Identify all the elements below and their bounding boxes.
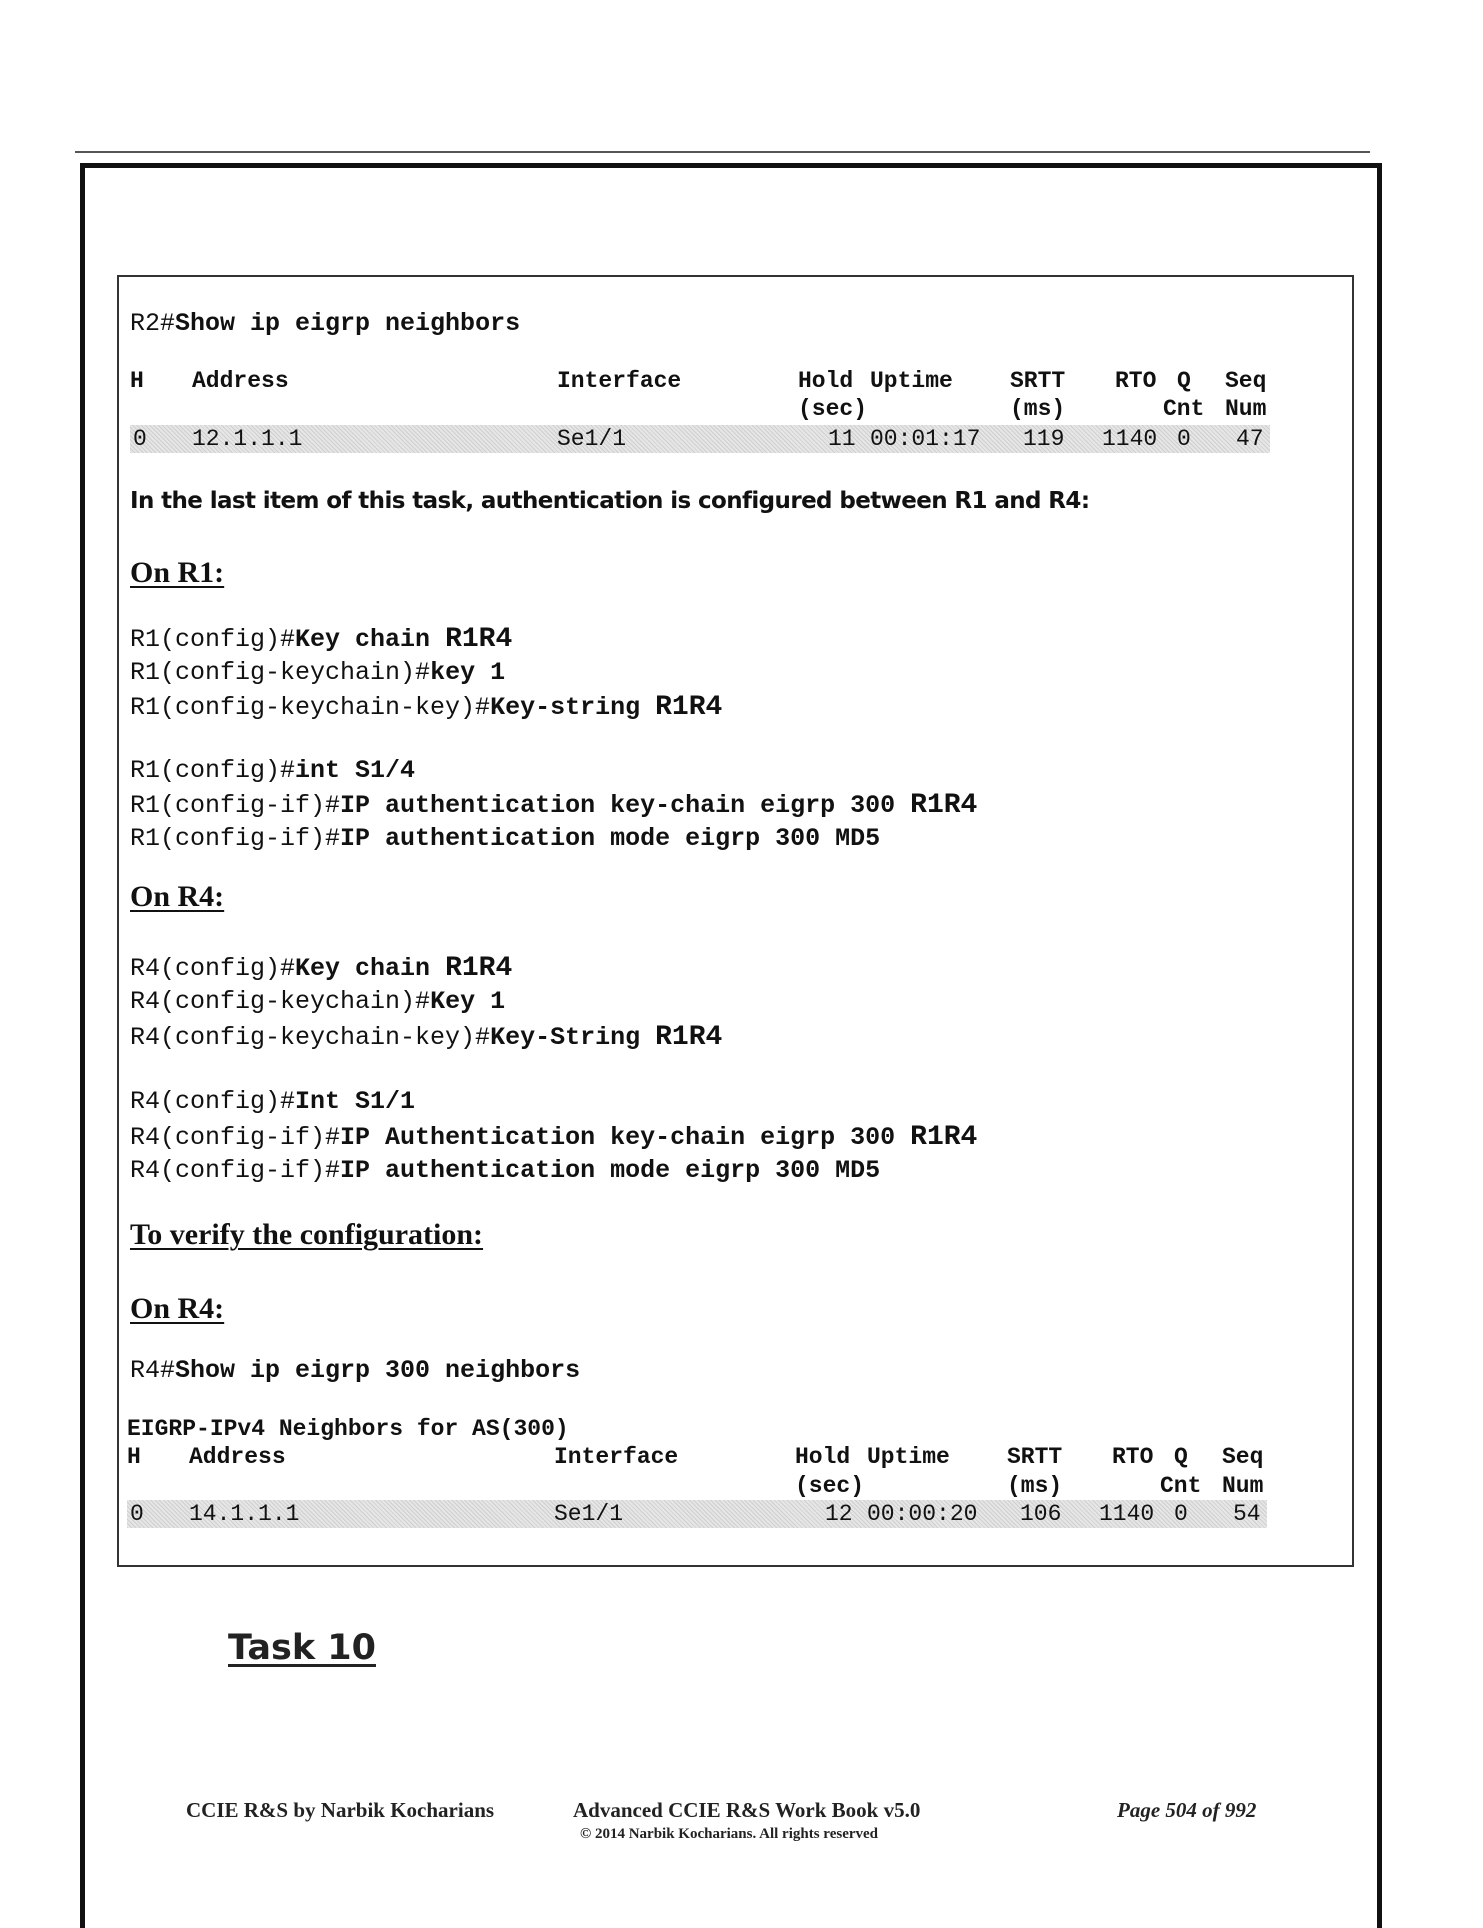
cli-command: Show ip eigrp neighbors [175, 309, 521, 338]
intro-paragraph: In the last item of this task, authentication is configured between R1 and R4: [130, 488, 1090, 514]
col-address: Address [189, 1444, 286, 1470]
cell-seq: 54 [1233, 1501, 1261, 1527]
cell-hold: 12 [825, 1501, 853, 1527]
footer-author: CCIE R&S by Narbik Kocharians [186, 1798, 495, 1822]
cli-line: R1(config)#int S1/4 [130, 756, 416, 785]
cli-line: R1(config-keychain-key)#Key-string R1R4 [130, 692, 723, 723]
col-q: Q [1177, 368, 1191, 394]
cell-rto: 1140 [1099, 1501, 1155, 1527]
cli-line: R1(config-if)#IP authentication mode eigrp 300 MD5 [130, 824, 881, 853]
col-uptime: Uptime [870, 368, 953, 394]
cell-interface: Se1/1 [557, 426, 627, 452]
heading-on-r4: On R4: [130, 880, 225, 913]
col-srtt-unit: (ms) [1010, 396, 1066, 422]
col-q: Q [1174, 1444, 1188, 1470]
cell-h: 0 [130, 1501, 144, 1527]
col-hold-unit: (sec) [795, 1473, 865, 1499]
col-seq: Seq [1222, 1444, 1264, 1470]
col-hold: Hold [798, 368, 854, 394]
top-rule [75, 151, 1370, 153]
cli-line: R1(config-if)#IP authentication key-chain eigrp 300 R1R4 [130, 790, 978, 821]
col-q-unit: Cnt [1160, 1473, 1202, 1499]
col-rto: RTO [1112, 1444, 1154, 1470]
col-srtt: SRTT [1010, 368, 1066, 394]
cli-line: R4(config-if)#IP Authentication key-chain eigrp 300 R1R4 [130, 1122, 978, 1153]
col-hold: Hold [795, 1444, 851, 1470]
heading-verify: To verify the configuration: [130, 1218, 484, 1251]
cli-line: R4(config-keychain)#Key 1 [130, 987, 506, 1016]
col-srtt: SRTT [1007, 1444, 1063, 1470]
heading-verify-on-r4: On R4: [130, 1292, 225, 1325]
col-hold-unit: (sec) [798, 396, 868, 422]
col-address: Address [192, 368, 289, 394]
neighbors-header-1 [130, 370, 1330, 400]
footer-book-title: Advanced CCIE R&S Work Book v5.0 [573, 1798, 921, 1822]
cell-seq: 47 [1236, 426, 1264, 452]
cell-address: 12.1.1.1 [192, 426, 303, 452]
col-uptime: Uptime [867, 1444, 950, 1470]
neighbors-title: EIGRP-IPv4 Neighbors for AS(300) [127, 1416, 569, 1442]
cell-srtt: 119 [1023, 426, 1065, 452]
col-interface: Interface [557, 368, 682, 394]
neighbors-header-2 [130, 398, 1330, 428]
neighbors-header-1 [127, 1446, 1327, 1476]
neighbor-row [130, 425, 1270, 453]
neighbor-row [127, 1500, 1267, 1528]
cli-line: R4(config)#Key chain R1R4 [130, 953, 513, 984]
footer-page-number: Page 504 of 992 [1117, 1798, 1257, 1822]
cell-srtt: 106 [1020, 1501, 1062, 1527]
cell-uptime: 00:01:17 [870, 426, 981, 452]
cell-interface: Se1/1 [554, 1501, 624, 1527]
cli-prompt: R2# [130, 309, 176, 338]
task-heading: Task 10 [228, 1628, 376, 1668]
col-srtt-unit: (ms) [1007, 1473, 1063, 1499]
col-q-unit: Cnt [1163, 396, 1205, 422]
cell-uptime: 00:00:20 [867, 1501, 978, 1527]
col-interface: Interface [554, 1444, 679, 1470]
r4-show-command: R4#Show ip eigrp 300 neighbors [130, 1356, 581, 1385]
col-h: H [130, 368, 144, 394]
cell-q: 0 [1177, 426, 1191, 452]
col-seq-unit: Num [1225, 396, 1267, 422]
cell-hold: 11 [828, 426, 856, 452]
col-h: H [127, 1444, 141, 1470]
heading-on-r1: On R1: [130, 556, 225, 589]
cli-line: R4(config-if)#IP authentication mode eigrp 300 MD5 [130, 1156, 881, 1185]
r2-show-command [130, 311, 520, 336]
cli-line: R1(config)#Key chain R1R4 [130, 624, 513, 655]
cell-q: 0 [1174, 1501, 1188, 1527]
col-seq: Seq [1225, 368, 1267, 394]
footer-copyright: © 2014 Narbik Kocharians. All rights reserved [580, 1826, 879, 1842]
cli-line: R1(config-keychain)#key 1 [130, 658, 506, 687]
cell-address: 14.1.1.1 [189, 1501, 300, 1527]
col-seq-unit: Num [1222, 1473, 1264, 1499]
cell-rto: 1140 [1102, 426, 1158, 452]
col-rto: RTO [1115, 368, 1157, 394]
cli-line: R4(config-keychain-key)#Key-String R1R4 [130, 1022, 723, 1053]
cli-line: R4(config)#Int S1/1 [130, 1087, 416, 1116]
cell-h: 0 [133, 426, 147, 452]
